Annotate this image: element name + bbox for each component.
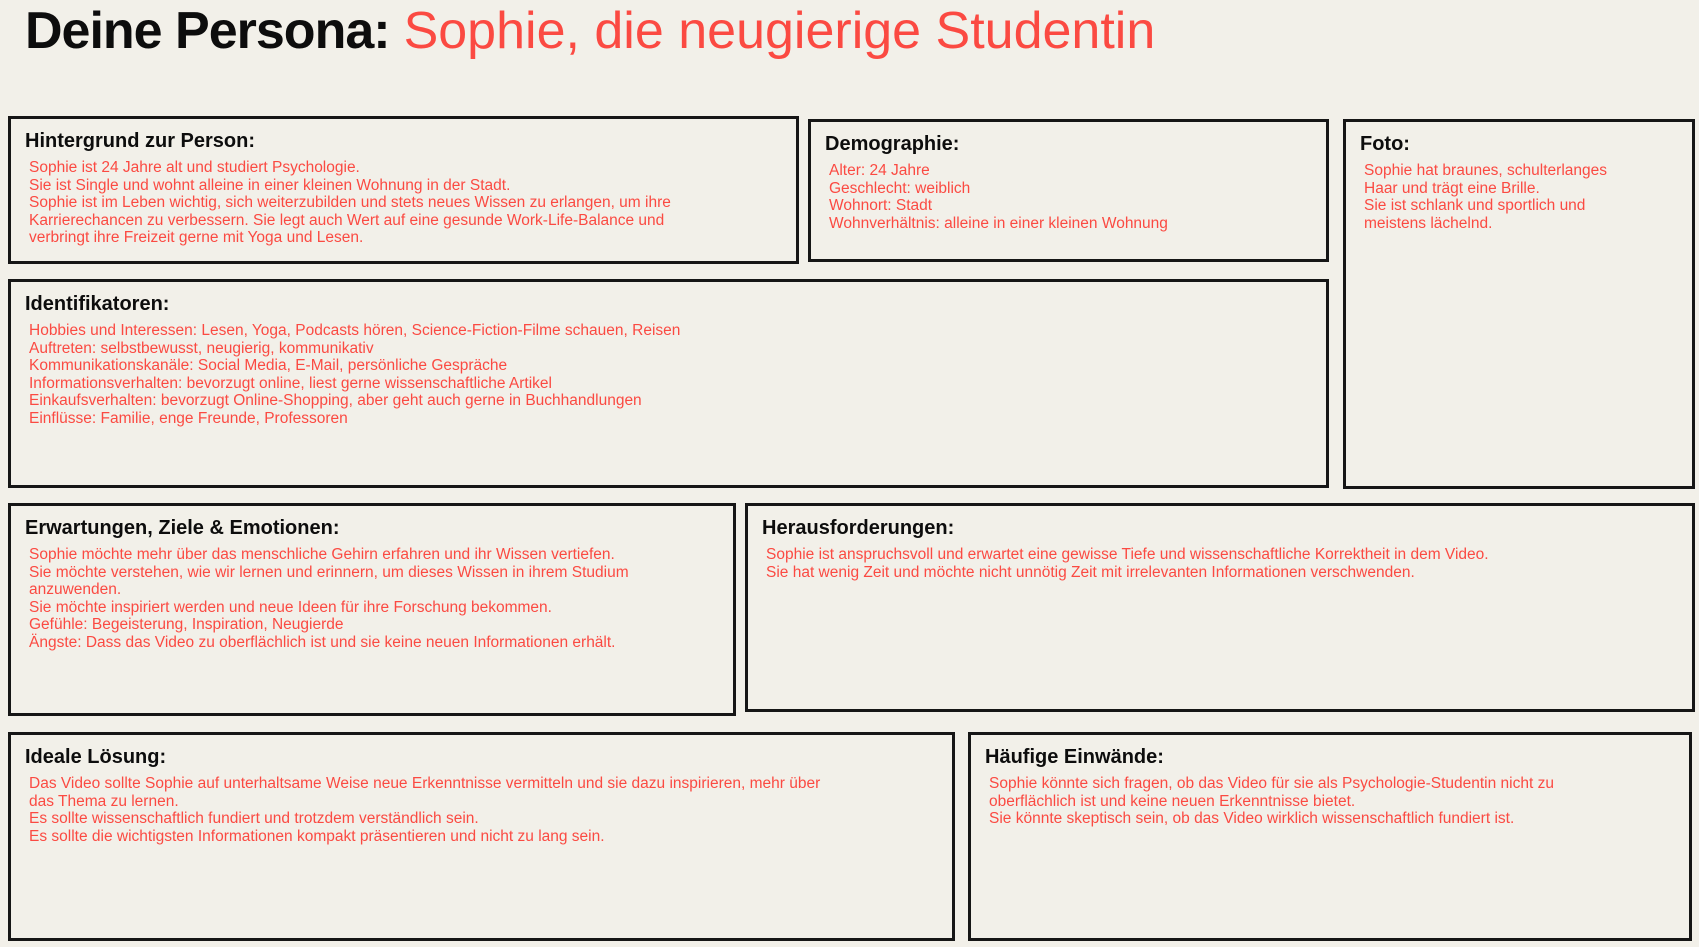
text-line: Sie könnte skeptisch sein, ob das Video wirklich wissenschaftlich fundiert ist. [989, 810, 1515, 828]
section-identifikatoren-body [29, 322, 1314, 428]
section-erwartungen-body [29, 546, 721, 652]
section-demographie-body [829, 162, 1314, 232]
text-line: Wohnort: Stadt [829, 197, 933, 215]
section-ideale-loesung-body [29, 775, 940, 845]
section-haeufige-einwaende-body [989, 775, 1677, 828]
text-line: Geschlecht: weiblich [829, 179, 971, 197]
text-line: Einkaufsverhalten: bevorzugt Online-Shopping, aber geht auch gerne in Buchhandlungen [29, 392, 642, 410]
text-line: Karrierechancen zu verbessern. Sie legt auch Wert auf eine gesunde Work-Life-Balance und [29, 211, 665, 229]
section-demographie-title: Demographie: [825, 133, 960, 155]
text-line: Sie möchte inspiriert werden und neue Ideen für ihre Forschung bekommen. [29, 598, 552, 616]
text-line: Sophie möchte mehr über das menschliche Gehirn erfahren und ihr Wissen vertiefen. [29, 546, 615, 563]
text-line: oberflächlich ist und keine neuen Erkenntnisse bietet. [989, 792, 1356, 810]
text-line: Gefühle: Begeisterung, Inspiration, Neugierde [29, 616, 344, 634]
text-line: Kommunikationskanäle: Social Media, E-Mail, persönliche Gespräche [29, 357, 508, 375]
section-hintergrund-body [29, 159, 784, 247]
section-erwartungen-ziele-emotionen [8, 503, 736, 716]
text-line: Auftreten: selbstbewusst, neugierig, kommunikativ [29, 339, 374, 357]
text-line: Einflüsse: Familie, enge Freunde, Professoren [29, 409, 348, 427]
page-title [25, 0, 1155, 62]
text-line: Sie ist schlank und sportlich und [1364, 197, 1586, 215]
section-herausforderungen [745, 503, 1695, 712]
section-haeufige-einwaende [968, 732, 1692, 941]
text-line: Sophie könnte sich fragen, ob das Video für sie als Psychologie-Studentin nicht zu [989, 775, 1554, 792]
text-line: Sophie hat braunes, schulterlanges [1364, 162, 1607, 179]
section-foto [1343, 119, 1695, 489]
text-line: Sophie ist im Leben wichtig, sich weiterzubilden und stets neues Wissen zu erlangen, um ihre [29, 194, 671, 212]
text-line: Ängste: Dass das Video zu oberflächlich ist und sie keine neuen Informationen erhält. [29, 633, 616, 651]
section-identifikatoren-title: Identifikatoren: [25, 293, 170, 315]
section-erwartungen-title: Erwartungen, Ziele & Emotionen: [25, 517, 340, 539]
section-haeufige-einwaende-title: Häufige Einwände: [985, 746, 1164, 768]
persona-name: Sophie, die neugierige Studentin [403, 2, 1156, 60]
section-herausforderungen-body [766, 546, 1680, 581]
section-demographie [808, 119, 1329, 262]
section-herausforderungen-title: Herausforderungen: [762, 517, 955, 539]
text-line: Sophie ist anspruchsvoll und erwartet eine gewisse Tiefe und wissenschaftliche Korrektheit in dem Video. [766, 546, 1489, 563]
text-line: Informationsverhalten: bevorzugt online, liest gerne wissenschaftliche Artikel [29, 374, 552, 392]
text-line: Haar und trägt eine Brille. [1364, 179, 1540, 197]
section-ideale-loesung [8, 732, 955, 941]
text-line: Sie ist Single und wohnt alleine in einer kleinen Wohnung in der Stadt. [29, 176, 511, 194]
section-hintergrund-title: Hintergrund zur Person: [25, 130, 256, 152]
text-line: Hobbies und Interessen: Lesen, Yoga, Podcasts hören, Science-Fiction-Filme schauen, Reisen [29, 322, 681, 339]
text-line: meistens lächelnd. [1364, 214, 1493, 232]
text-line: anzuwenden. [29, 581, 122, 599]
text-line: Sophie ist 24 Jahre alt und studiert Psychologie. [29, 159, 360, 176]
section-hintergrund [8, 116, 799, 264]
text-line: Es sollte die wichtigsten Informationen kompakt präsentieren und nicht zu lang sein. [29, 827, 605, 845]
text-line: verbringt ihre Freizeit gerne mit Yoga und Lesen. [29, 229, 364, 247]
text-line: Alter: 24 Jahre [829, 162, 930, 179]
text-line: Wohnverhältnis: alleine in einer kleinen Wohnung [829, 214, 1168, 232]
section-foto-body [1364, 162, 1680, 232]
text-line: Sie hat wenig Zeit und möchte nicht unnötig Zeit mit irrelevanten Informationen verschwenden. [766, 563, 1415, 581]
section-ideale-loesung-title: Ideale Lösung: [25, 746, 167, 768]
text-line: Das Video sollte Sophie auf unterhaltsame Weise neue Erkenntnisse vermitteln und sie dazu inspirieren, mehr über [29, 775, 821, 792]
text-line: Es sollte wissenschaftlich fundiert und trotzdem verständlich sein. [29, 810, 479, 828]
text-line: das Thema zu lernen. [29, 792, 179, 810]
text-line: Sie möchte verstehen, wie wir lernen und erinnern, um dieses Wissen in ihrem Studium [29, 563, 629, 581]
page-title-prefix: Deine Persona: [25, 2, 390, 60]
section-identifikatoren [8, 279, 1329, 488]
section-foto-title: Foto: [1360, 133, 1410, 155]
